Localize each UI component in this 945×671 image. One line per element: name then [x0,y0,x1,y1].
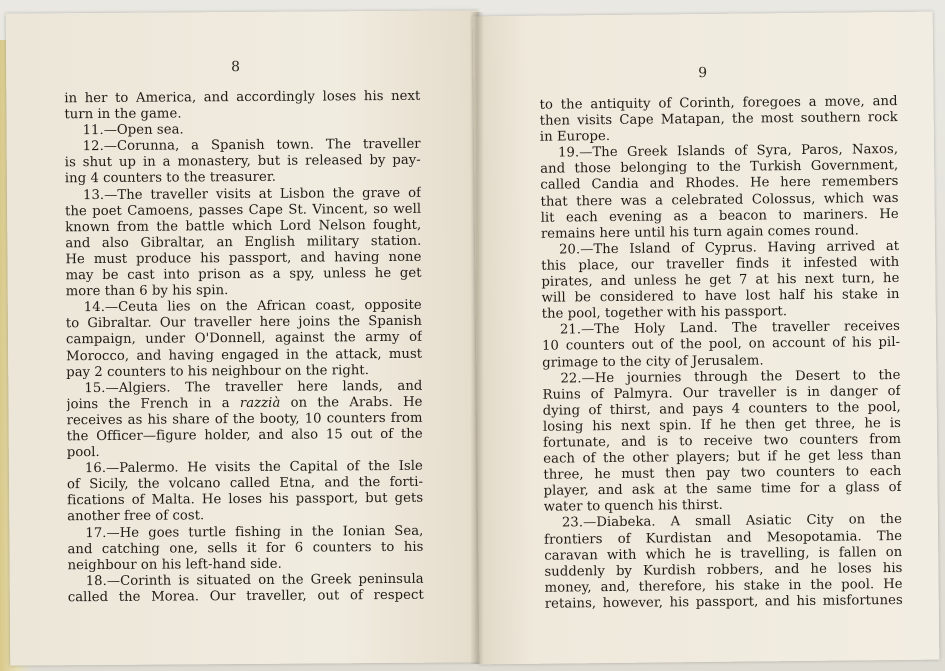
text-line: receives as his share of the booty, 10 counters from [66,410,423,429]
text-line: called the Morea. Our traveller, out of respect [67,587,424,606]
text-line: may be cast into prison as a spy, unless he get [65,265,422,284]
text-line: 20.—The Island of Cyprus. Having arrived at [558,238,900,258]
text-line: and catching one, sells it for 6 counters to his [67,539,424,557]
book-gutter [470,12,484,664]
text-line: the poet Camoens, passes Cape St. Vincent, so well [65,201,422,219]
text-line: each of the other players; but if he get less than [543,448,902,467]
text-line: dying of thirst, and pays 4 counters to the pool, [542,399,901,419]
text-line: the pool, together with his passport. [541,304,788,322]
text-line: in her to America, and accordingly loses his next [64,88,421,107]
text-line: Ruins of Palmyra. Our traveller is in danger of [542,383,901,403]
text-line: of Sicily, the volcano called Etna, and the forti- [66,475,424,493]
text-line: pool. [66,445,100,461]
text-line: campaign, under O'Donnell, against the army of [65,330,423,348]
text-line: pirates, and unless he get 7 at his next turn, he [541,271,900,290]
text-line: 19.—The Greek Islands of Syra, Paros, Naxos, [557,142,899,161]
text-line: to Gibraltar. Our traveller here joins the Spanish [65,314,422,332]
text-line: 21.—The Holy Land. The traveller receives [559,319,900,338]
text-line: in Europe. [539,129,611,145]
text-line: losing his next spin. If he then get three, he is [542,415,901,435]
text-line: 16.—Palermo. He visits the Capital of the Isle [84,458,423,477]
text-line: joins the French in a razzià on the Arabs. He [66,394,423,413]
text-line: to the antiquity of Corinth, foregoes a move, and [539,93,898,113]
text-line: lit each evening as a beacon to mariners. He [540,206,899,226]
text-line: called Candia and Rhodes. He here remembers [540,174,899,194]
text-line: fications of Malta. He loses his passport, but gets [67,491,424,509]
text-line: retains, however, his passport, and his misfortunes [544,592,903,612]
text-line: 23.—Diabeka. A small Asiatic City on the [561,512,902,531]
text-line: suddenly by Kurdish robbers, and he loses his [544,560,903,580]
text-line: 10 counters out of the pool, on account of his pil- [542,335,901,355]
text-line: another free of cost. [67,508,205,525]
right-page-text [539,94,902,613]
text-line: 17.—He goes turtle fishing in the Ionian Sea, [85,523,424,541]
text-line: fortunate, and is to receive two counters from [543,431,902,451]
text-line: turn in the game. [64,106,182,123]
right-page [473,12,940,665]
text-line: and those belonging to the Turkish Government, [540,158,899,178]
text-line: then visits Cape Matapan, the most southern rock [539,110,898,129]
text-line: pay 2 counters to his neighbour on the right. [66,362,370,380]
text-line: three, he must then pay two counters to each [543,464,902,483]
text-line: 22.—He journies through the Desert to the [560,367,901,387]
text-line: grimage to the city of Jerusalem. [542,352,764,371]
text-line: He must produce his passport, and having none [65,249,422,268]
text-line: this place, our traveller finds it infested with [541,254,900,274]
page-number-right: 9 [698,64,708,82]
text-line: 15.—Algiers. The traveller here lands, and [84,378,423,396]
text-line: is shut up in a monastery, but is released by pay- [64,153,421,171]
text-line: and also Gibraltar, an English military station. [65,233,422,252]
left-page [6,10,483,665]
page-number-left: 8 [231,59,241,76]
text-line: caravan with which he is travelling, is fallen on [544,544,903,564]
text-line: that there was a celebrated Colossus, which was [540,190,899,210]
text-line: the Officer—figure holder, and also 15 out of the [66,426,423,445]
text-line: remains here until his turn again comes round. [540,223,859,242]
text-line: 11.—Open sea. [82,122,184,139]
text-line: frontiers of Kurdistan and Mesopotamia. The [544,528,903,548]
text-line: more than 6 by his spin. [65,283,229,300]
text-line: will be considered to have lost half his stake in [541,287,900,306]
text-line: Morocco, and having engaged in the attack, must [66,346,423,364]
text-line: neighbour on his left-hand side. [67,556,282,573]
text-line: 13.—The traveller visits at Lisbon the grave of [82,185,422,203]
left-page-text [64,89,424,606]
text-line: 18.—Corinth is situated on the Greek peninsula [85,571,424,589]
text-line: money, and, therefore, his stake in the pool. He [544,576,903,596]
text-line: player, and ask at the same time for a glass of [543,480,902,499]
text-line: ing 4 counters to the treasurer. [64,170,277,187]
text-line: 14.—Ceuta lies on the African coast, opposite [83,297,422,316]
text-line: 12.—Corunna, a Spanish town. The traveller [82,137,421,155]
text-line: known from the battle which Lord Nelson fought, [65,217,422,235]
text-line: water to quench his thirst. [543,498,723,516]
